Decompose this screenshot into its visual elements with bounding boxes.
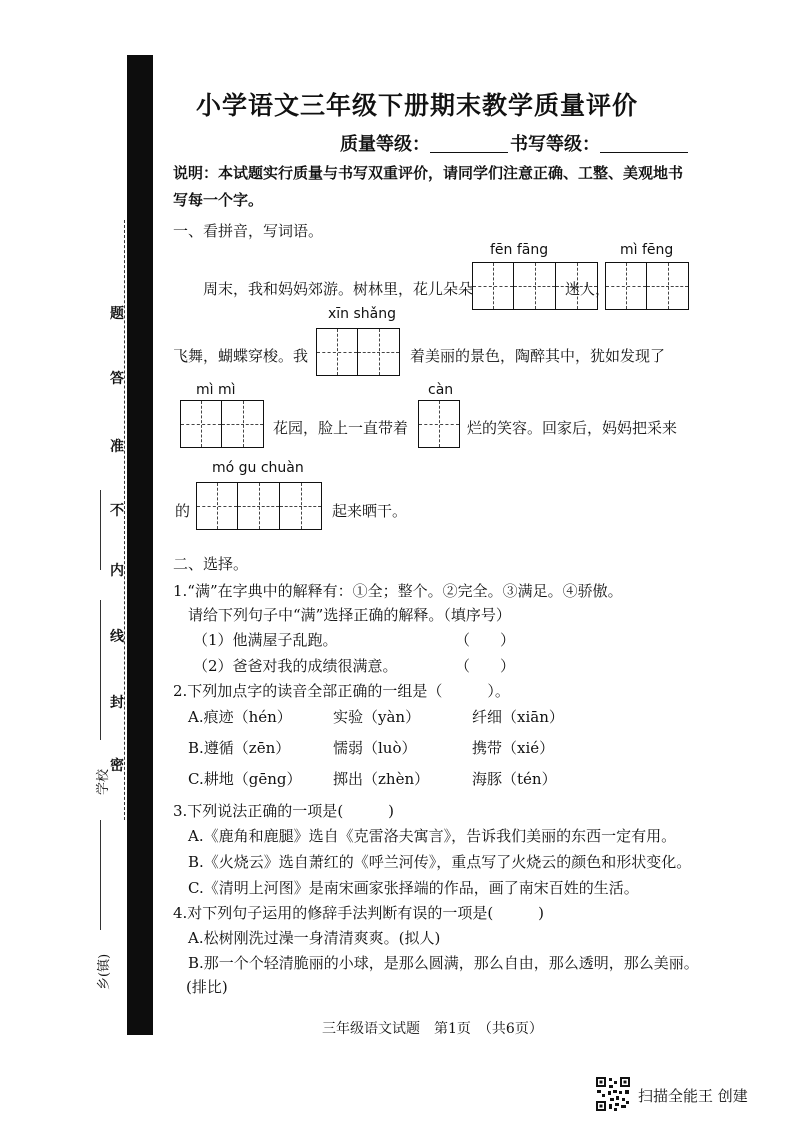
q3-option: C.《清明上河图》是南宋画家张择端的作品，画了南宋百姓的生活。	[188, 879, 639, 897]
writing-grid[interactable]	[316, 328, 400, 376]
seal-char: 准	[110, 439, 124, 455]
quality-grade-blank[interactable]	[430, 152, 508, 153]
q2-option: C.耕地（gēng）	[188, 770, 302, 788]
q2-option: A.痕迹（hén）	[188, 708, 292, 726]
q3-option: B.《火烧云》选自萧红的《呼兰河传》，重点写了火烧云的颜色和形状变化。	[188, 853, 692, 871]
q1-item: （2）爸爸对我的成绩很满意。	[193, 657, 398, 675]
q2-option: 实验（yàn）	[333, 708, 421, 726]
q2-option: 掷出（zhèn）	[333, 770, 430, 788]
grid-cell[interactable]	[238, 482, 280, 530]
grid-cell[interactable]	[418, 400, 460, 448]
writing-grid[interactable]	[605, 262, 689, 310]
grid-cell[interactable]	[647, 262, 689, 310]
writing-grid[interactable]	[196, 482, 322, 530]
seal-char: 封	[110, 695, 124, 711]
writing-grid[interactable]	[418, 400, 460, 448]
q2-option: B.遵循（zēn）	[188, 739, 291, 757]
pinyin: fēn fāng	[490, 242, 549, 258]
seal-char: 答	[110, 371, 124, 387]
q2-option: 携带（xié）	[472, 739, 555, 757]
pinyin: xīn shǎng	[328, 306, 397, 322]
town-label: 乡(镇)	[97, 953, 112, 990]
q1-item: （1）他满屋子乱跑。	[193, 631, 338, 649]
q1-stem: 1.“满”在字典中的解释有：①全；整个。②完全。③满足。④骄傲。	[173, 582, 623, 600]
section1-heading: 一、看拼音，写词语。	[173, 222, 324, 240]
page-footer: 三年级语文试题 第1页 （共6页）	[322, 1021, 543, 1037]
passage-text: 飞舞，蝴蝶穿梭。我	[173, 347, 309, 365]
q2-option: 懦弱（luò）	[333, 739, 417, 757]
q1-answer-blank[interactable]: （ ）	[455, 657, 516, 675]
grid-cell[interactable]	[316, 328, 358, 376]
seal-line	[124, 220, 125, 820]
pinyin: mì fēng	[620, 242, 674, 258]
passage-text: 周末，我和妈妈郊游。树林里，花儿朵朵	[203, 280, 474, 298]
instruction-note: 说明：本试题实行质量与书写双重评价，请同学们注意正确、工整、美观地书写每一个字。	[173, 164, 684, 209]
grid-cell[interactable]	[196, 482, 238, 530]
q4-option: A.松树刚洗过澡一身清清爽爽。(拟人)	[188, 929, 441, 947]
page-title: 小学语文三年级下册期末教学质量评价	[195, 91, 638, 120]
passage-text: 烂的笑容。回家后，妈妈把采来	[467, 419, 678, 437]
q4-option: B.那一个个轻清脆丽的小球，是那么圆满，那么自由，那么透明，那么美丽。	[188, 954, 699, 972]
writing-grade-blank[interactable]	[600, 152, 688, 153]
margin-blank-3	[100, 820, 101, 930]
pinyin: càn	[428, 382, 454, 398]
grid-cell[interactable]	[514, 262, 556, 310]
scanner-watermark: 扫描全能王 创建	[638, 1087, 748, 1105]
q1-answer-blank[interactable]: （ ）	[455, 631, 516, 649]
q2-stem: 2.下列加点字的读音全部正确的一组是（ ）。	[173, 682, 510, 700]
grid-cell[interactable]	[605, 262, 647, 310]
q4-option: (排比)	[186, 978, 228, 996]
margin-blank-2	[100, 600, 101, 740]
seal-char: 密	[110, 758, 124, 774]
passage-text: 花园，脸上一直带着	[273, 419, 409, 437]
seal-char: 线	[110, 629, 124, 645]
grid-cell[interactable]	[472, 262, 514, 310]
grid-cell[interactable]	[280, 482, 322, 530]
quality-grade-label: 质量等级：	[340, 134, 430, 155]
pinyin: mó gu chuàn	[212, 460, 304, 476]
seal-char: 不	[110, 503, 124, 519]
binding-bar	[127, 55, 153, 1035]
q1-instruction: 请给下列句子中“满”选择正确的解释。（填序号）	[188, 606, 511, 624]
seal-char: 内	[110, 563, 124, 579]
writing-grid[interactable]	[180, 400, 264, 448]
q3-stem: 3.下列说法正确的一项是( )	[173, 802, 395, 820]
q2-option: 海豚（tén）	[472, 770, 557, 788]
passage-text: 的	[175, 502, 191, 520]
q2-option: 纤细（xiān）	[472, 708, 564, 726]
section2-heading: 二、选择。	[173, 555, 249, 573]
writing-grade-label: 书写等级：	[510, 134, 600, 155]
seal-char: 题	[110, 306, 124, 322]
margin-blank-1	[100, 490, 101, 570]
q3-option: A.《鹿角和鹿腿》选自《克雷洛夫寓言》，告诉我们美丽的东西一定有用。	[188, 827, 677, 845]
grid-cell[interactable]	[222, 400, 264, 448]
q4-stem: 4.对下列句子运用的修辞手法判断有误的一项是( )	[173, 904, 545, 922]
passage-text: 着美丽的景色，陶醉其中，犹如发现了	[410, 347, 666, 365]
passage-text: 起来晒干。	[332, 502, 408, 520]
grid-cell[interactable]	[180, 400, 222, 448]
passage-text: 迷人，	[565, 280, 611, 298]
qr-code-icon	[595, 1076, 631, 1112]
school-label: 学校	[96, 768, 111, 795]
pinyin: mì mì	[196, 382, 236, 398]
grid-cell[interactable]	[358, 328, 400, 376]
